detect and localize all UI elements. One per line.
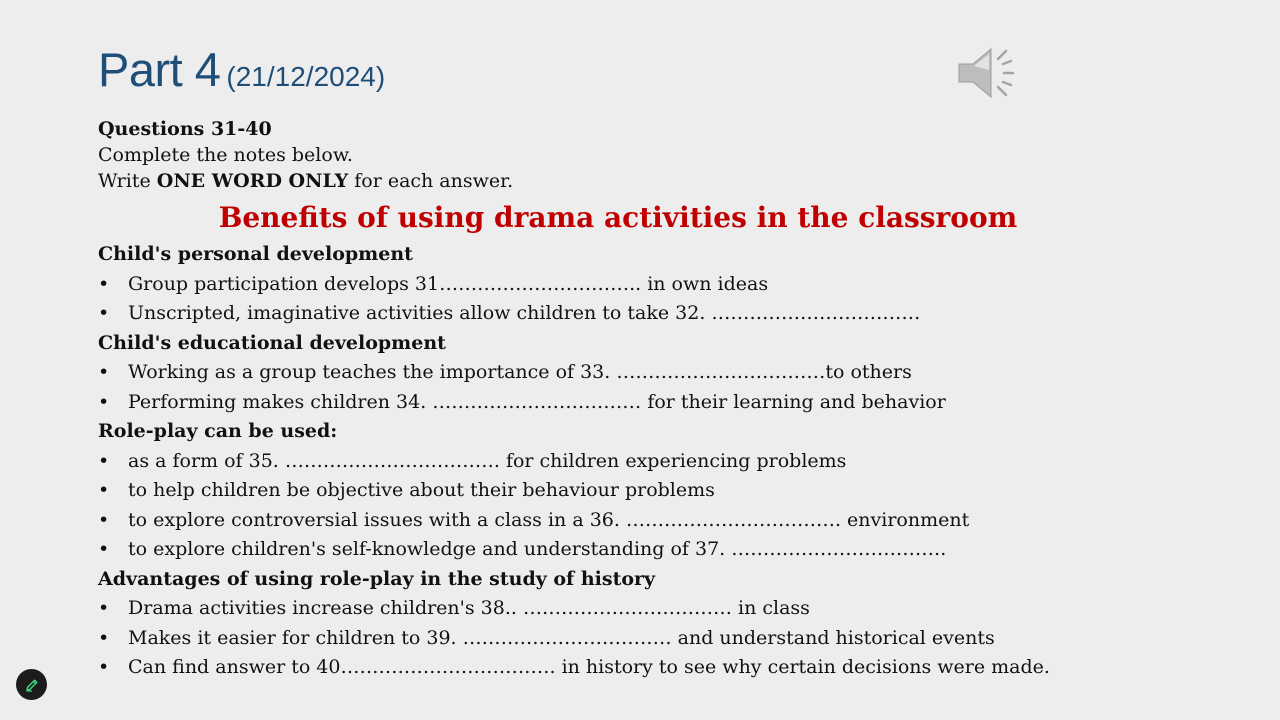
bullet-text: Drama activities increase children's 38.. …………………………… in class <box>128 597 810 619</box>
bullet-dot: • <box>98 479 110 501</box>
bullet-dot: • <box>98 538 110 560</box>
bullet-text: Performing makes children 34. …………………………… for their learning and behavior <box>128 390 946 413</box>
bullet-text: Unscripted, imaginative activities allow children to take 32. …………………………… <box>128 302 921 324</box>
write-prefix: Write <box>98 170 157 192</box>
title-date: (21/12/2024) <box>226 61 386 92</box>
bullet-item-40 <box>98 653 1098 683</box>
bullet-dot: • <box>98 449 110 472</box>
bullet-item-32 <box>98 299 1098 329</box>
notes-content <box>98 116 1098 683</box>
bullet-item-35 <box>98 447 1098 477</box>
section-title: Child's educational development <box>98 331 446 354</box>
title-main: Part 4 <box>98 43 221 96</box>
bullet-item-36 <box>98 506 1098 536</box>
bullet-item-34 <box>98 388 1098 418</box>
edit-button[interactable] <box>16 669 47 700</box>
bullet-text: to help children be objective about their behaviour problems <box>128 479 715 501</box>
section-title: Role-play can be used: <box>98 420 338 442</box>
bullet-text: Makes it easier for children to 39. …………………………… and understand historical events <box>128 626 995 649</box>
section-title: Child's personal development <box>98 243 413 265</box>
bullet-dot: • <box>98 597 110 619</box>
bullet-text: to explore children's self-knowledge and understanding of 37. ……………………………. <box>128 538 947 560</box>
bullet-dot: • <box>98 508 110 531</box>
bullet-text: to explore controversial issues with a class in a 36. ……………………………. environment <box>128 508 970 531</box>
notes-heading: Benefits of using drama activities in the classroom <box>218 201 1018 234</box>
bullet-item-objective <box>98 476 1098 506</box>
bullet-dot: • <box>98 272 110 295</box>
section-title: Advantages of using role-play in the study of history <box>98 567 656 590</box>
bullet-dot: • <box>98 626 110 649</box>
bullet-item-33 <box>98 358 1098 388</box>
bullet-text: Working as a group teaches the importance of 33. ……………………………to others <box>128 361 912 383</box>
bullet-item-39 <box>98 624 1098 654</box>
bullet-dot: • <box>98 656 110 678</box>
bullet-item-38 <box>98 594 1098 624</box>
questions-label: Questions 31-40 <box>98 118 272 140</box>
instruction-complete: Complete the notes below. <box>98 144 353 166</box>
bullet-item-31 <box>98 270 1098 300</box>
bullet-dot: • <box>98 390 110 413</box>
bullet-text: Group participation develops 31………………………….. in own ideas <box>128 272 769 295</box>
page-title <box>98 42 385 97</box>
bullet-dot: • <box>98 361 110 383</box>
instruction-write <box>98 168 1098 194</box>
bullet-item-37 <box>98 535 1098 565</box>
write-bold: ONE WORD ONLY <box>156 170 349 192</box>
pencil-icon <box>24 677 40 693</box>
speaker-icon[interactable] <box>955 44 1025 102</box>
bullet-text: as a form of 35. ……………………………. for children experiencing problems <box>128 449 847 472</box>
write-suffix: for each answer. <box>348 170 514 192</box>
bullet-dot: • <box>98 302 110 324</box>
bullet-text: Can find answer to 40……………………………. in history to see why certain decisions were made. <box>128 656 1050 678</box>
